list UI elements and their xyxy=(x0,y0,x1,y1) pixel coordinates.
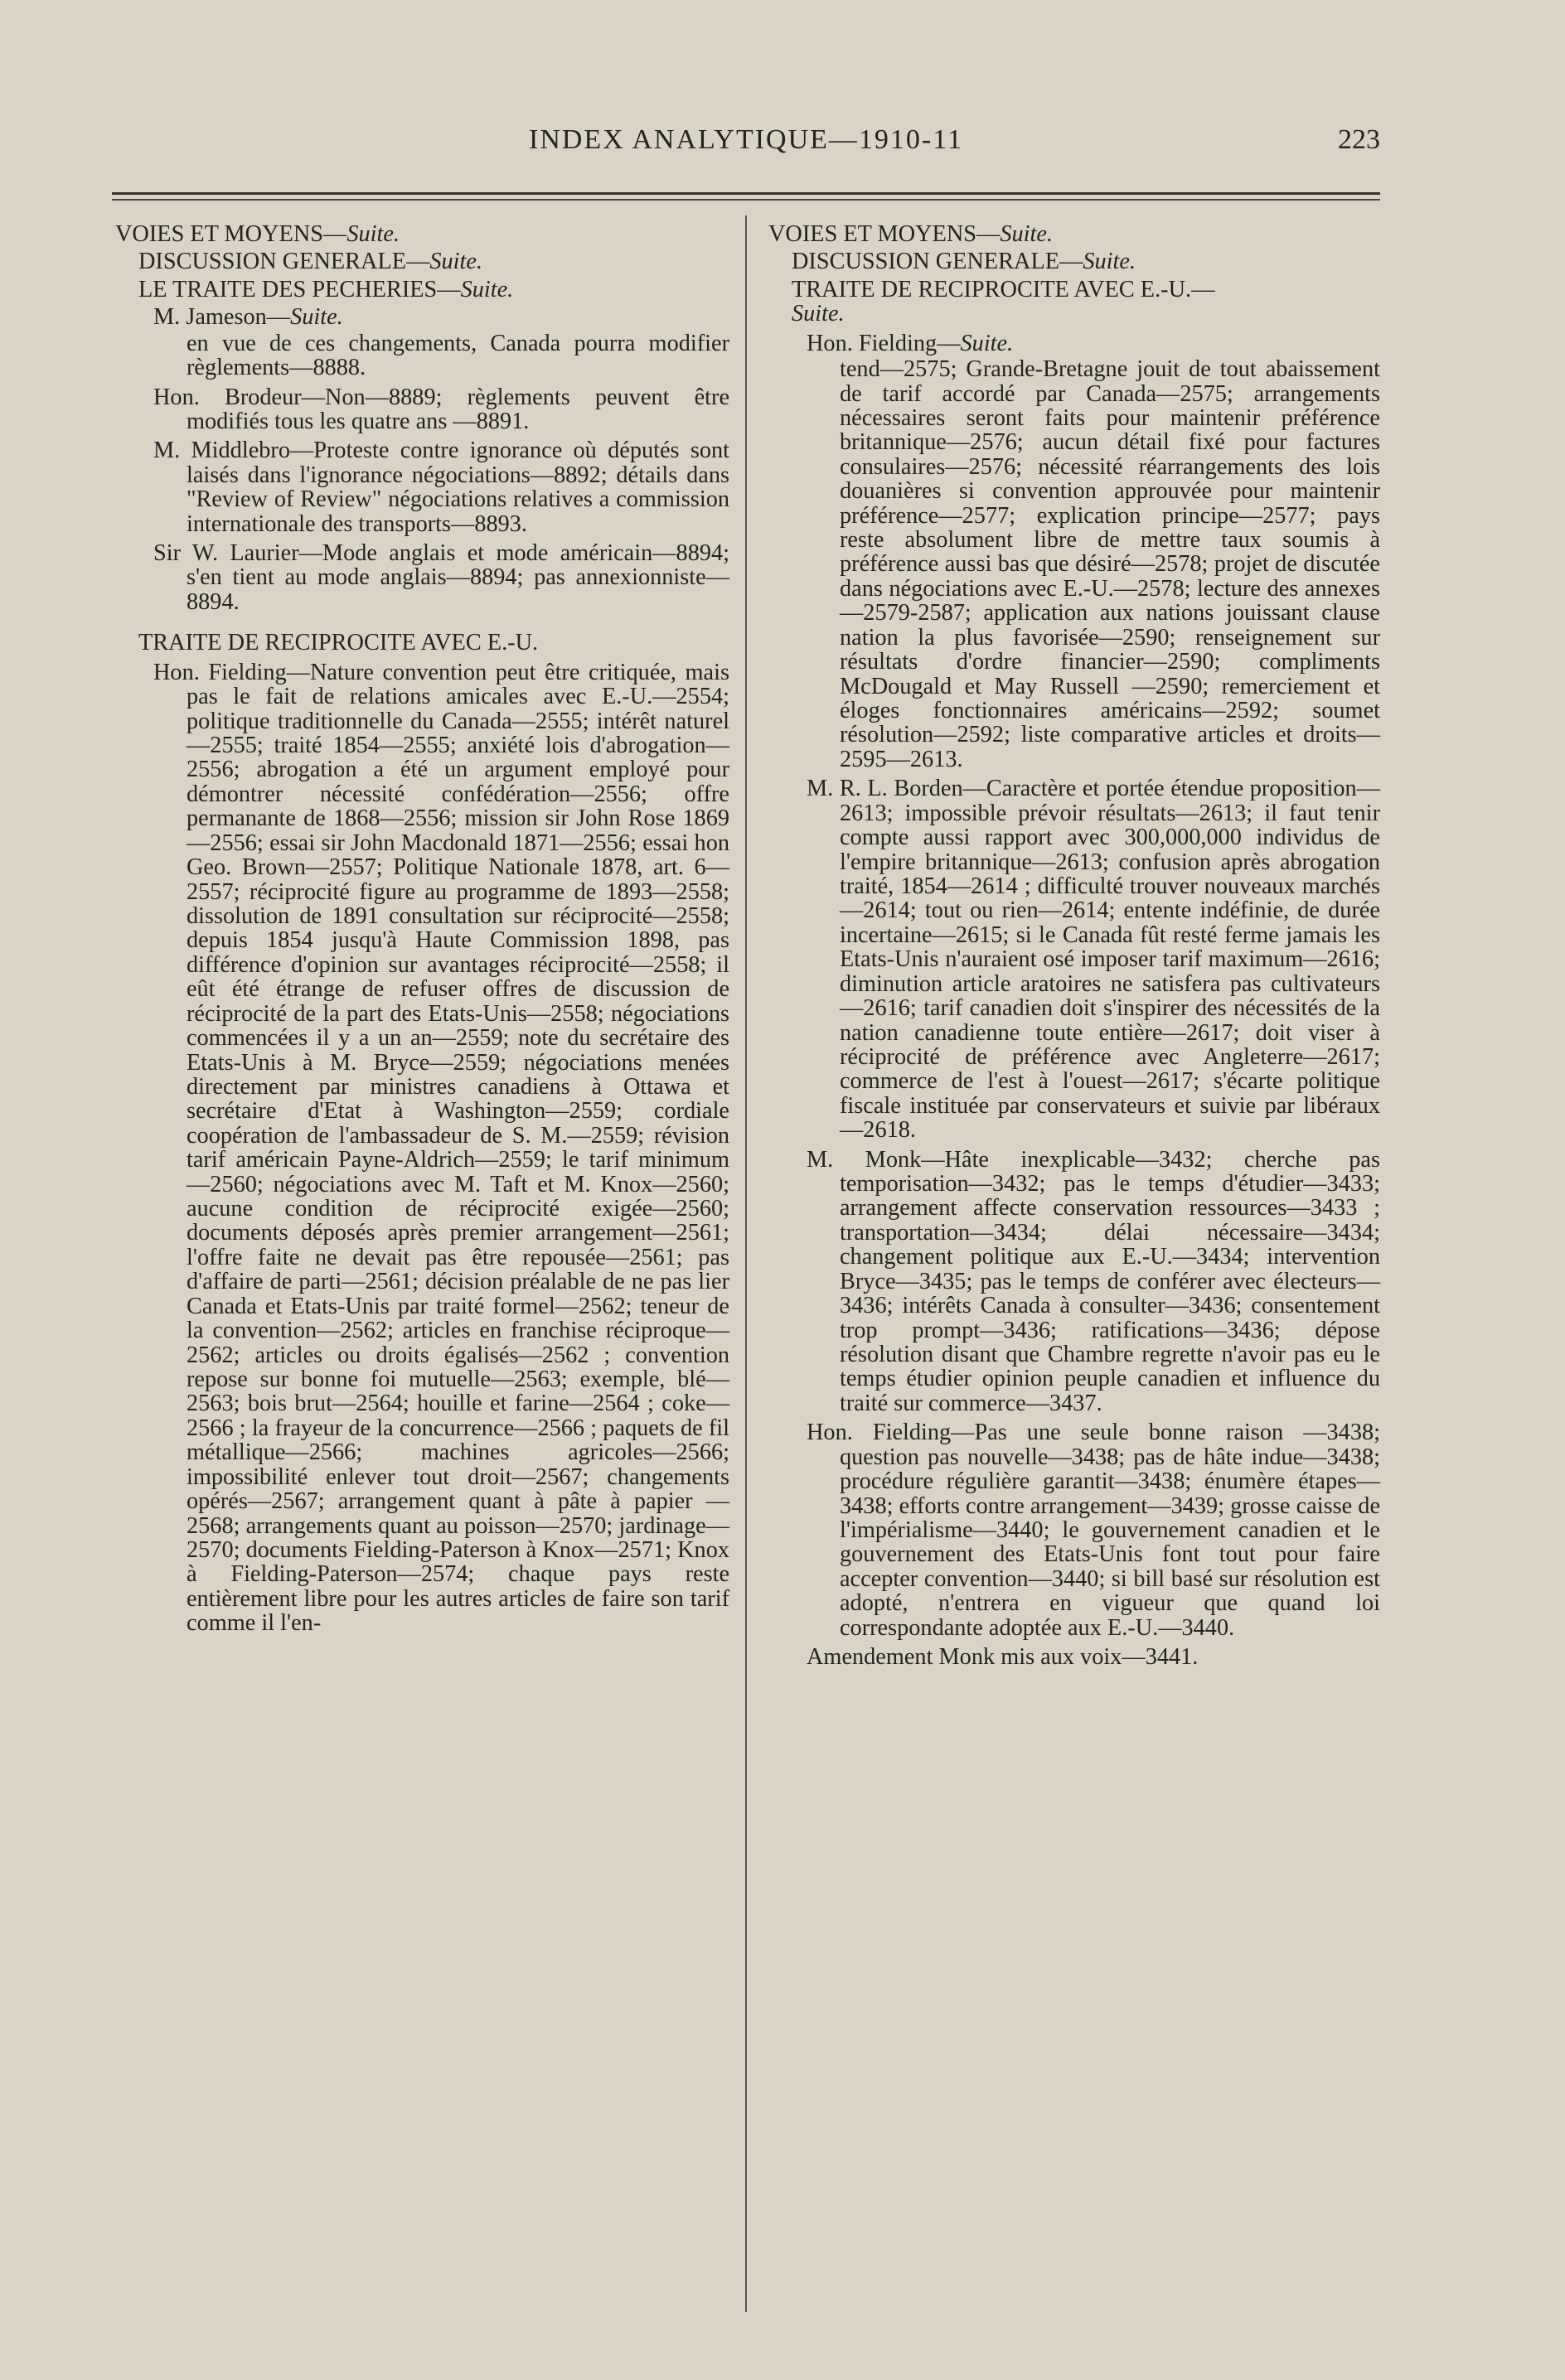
heading-discussion-generale xyxy=(112,249,729,273)
heading-suite: Suite. xyxy=(792,301,845,327)
heading-text: DISCUSSION GENERALE— xyxy=(138,249,430,275)
heading-discussion-generale-right xyxy=(765,249,1380,273)
entry-fielding-speaker xyxy=(765,331,1380,356)
entry-fielding-cont: tend—2575; Grande-Bretagne jouit de tout abaissement de tarif accordé par Canada—2575; arrangements nécessaires seront faits pour maintenir préférence britannique—2576; aucun détail fixé pour factures consulaires—2576; nécessité réarrangements des lois douanières si convention approuvée pour maintenir préférence—2577; explication principe—2577; pays reste absolument libre de mettre taux soumis à préférence aussi bas que désiré—2578; projet de discutée dans négociations avec E.-U.—2578; lecture des annexes—2579-2587; application aux nations jouissant clause nation la plus favorisée—2590; renseignement sur résultats d'ordre financier—2590; compliments McDougald et May Russell —2590; remerciement et éloges fonctionnaires américains—2592; soumet résolution—2592; liste comparative articles et droits—2595—2613. xyxy=(840,356,1380,772)
entry-laurier: Sir W. Laurier—Mode anglais et mode américain—8894; s'en tient au mode anglais—8894; pas annexionniste—8894. xyxy=(153,540,729,615)
header-rules xyxy=(112,192,1380,201)
heading-suite: Suite. xyxy=(1083,249,1136,275)
entry-borden: M. R. L. Borden—Caractère et portée étendue proposition—2613; impossible prévoir résultats—2613; il faut tenir compte aussi rapport avec 300,000,000 individus de l'empire britannique—2613; confusion après abrogation traité, 1854—2614 ; difficulté trouver nouveaux marchés—2614; tout ou rien—2614; entente indéfinie, de durée incertaine—2615; si le Canada fût resté ferme jamais les Etats-Unis n'auraient osé imposer tarif maximum—2616; diminution article aratoires ne satisfera pas cultivateurs—2616; tarif canadien doit s'inspirer des nécessités de la nation canadienne toute entière—2617; doit viser à réciprocité de préférence avec Angleterre—2617; commerce de l'est à l'ouest—2617; s'écarte politique fiscale instituée par conservateurs et suivie par libéraux—2618. xyxy=(807,776,1380,1144)
entry-fielding-reply: Hon. Fielding—Pas une seule bonne raison —3438; question pas nouvelle—3438; pas de hâte indue—3438; procédure régulière garantit—3438; énumère étapes—3438; efforts contre arrangement—3439; grosse caisse de l'impérialisme—3440; le gouvernement canadien et le gouvernement des Etats-Unis font tout pour faire accepter convention—3440; si bill basé sur résolution est adopté, n'entrera en vigueur que quand loi correspondante adoptée aux E.-U.—3440. xyxy=(807,1420,1380,1641)
heading-traite-des-pecheries xyxy=(112,278,729,302)
entry-monk: M. Monk—Hâte inexplicable—3432; cherche pas temporisation—3432; pas le temps d'étudier—3433; arrangement affecte conservation ressources—3433 ; transportation—3434; délai nécessaire—3434; changement politique aux E.-U.—3434; intervention Bryce—3435; pas le temps de conférer avec électeurs—3436; intérêts Canada à consulter—3436; consentement trop prompt—3436; ratifications—3436; dépose résolution disant que Chambre regrette n'avoir pas eu le temps étudier opinion peuple canadien et influence du traité sur commerce—3437. xyxy=(807,1146,1380,1416)
speaker-name: M. Jameson— xyxy=(153,304,291,331)
heading-text: VOIES ET MOYENS— xyxy=(768,221,1001,247)
left-column xyxy=(112,222,729,2344)
heading-suite: Suite. xyxy=(429,249,483,275)
speaker-suite: Suite. xyxy=(290,304,343,331)
heading-text: DISCUSSION GENERALE— xyxy=(792,249,1083,275)
heading-text: VOIES ET MOYENS— xyxy=(115,221,347,247)
running-head xyxy=(112,124,1380,161)
index-columns xyxy=(112,222,1380,2344)
heading-text: TRAITE DE RECIPROCITE AVEC E.-U.— xyxy=(792,276,1215,302)
entry-middlebro: M. Middlebro—Proteste contre ignorance où députés sont laisés dans l'ignorance négociations—8892; détails dans "Review of Review" négociations relatives a commission internationale des transports—8893. xyxy=(153,438,729,537)
speaker-suite: Suite. xyxy=(960,330,1014,356)
heading-voies-et-moyens xyxy=(112,222,729,246)
column-divider xyxy=(745,215,747,2312)
right-column xyxy=(763,222,1380,2344)
heading-traite-de-reciprocite: TRAITE DE RECIPROCITE AVEC E.-U. xyxy=(138,630,539,656)
heading-suite: Suite. xyxy=(346,221,400,247)
speaker-name: Hon. Fielding— xyxy=(807,330,961,356)
heading-text: LE TRAITE DES PECHERIES— xyxy=(138,276,461,302)
header-rule-thin xyxy=(112,199,1380,201)
heading-voies-et-moyens-right xyxy=(765,222,1380,246)
entry-amendement-monk: Amendement Monk mis aux voix—3441. xyxy=(807,1644,1199,1671)
entry-fielding: Hon. Fielding—Nature convention peut être critiquée, mais pas le fait de relations amicales avec E.-U.—2554; politique traditionnelle du Canada—2555; intérêt naturel—2555; traité 1854—2555; anxiété lois d'abrogation—2556; abrogation a été un argument employé pour démontrer nécessité confédération—2556; offre permanante de 1868—2556; mission sir John Rose 1869—2556; essai sir John Macdonald 1871—2556; essai hon Geo. Brown—2557; Politique Nationale 1878, art. 6—2557; réciprocité figure au programme de 1893—2558; dissolution de 1891 consultation sur réciprocité—2558; depuis 1854 jusqu'à Haute Commission 1898, pas différence d'opinion sur avantages réciprocité—2558; il eût été étrange de refuser offres de discussion de réciprocité de la part des Etats-Unis—2558; négociations commencées il y a un an—2559; note du secrétaire des Etats-Unis à M. Bryce—2559; négociations menées directement par ministres canadiens à Ottawa et secrétaire d'Etat à Washington—2559; cordiale coopération de l'ambassadeur de S. M.—2559; révision tarif américain Payne-Aldrich—2559; le tarif minimum—2560; négociations avec M. Taft et M. Knox—2560; aucune condition de réciprocité exigée—2560; documents déposés après premier arrangement—2561; l'offre faite ne devait pas être repousée—2561; pas d'affaire de parti—2561; décision préalable de ne pas lier Canada et Etats-Unis par traité formel—2562; teneur de la convention—2562; articles en franchise réciproque—2562; articles ou droits égalisés—2562 ; convention repose sur bonne foi mutuelle—2563; exemple, blé—2563; bois brut—2564; houille et farine—2564 ; coke—2566 ; la frayeur de la concurrence—2566 ; paquets de fil métallique—2566; machines agricoles—2566; impossibilité enlever tout droit—2567; changements opérés—2567; arrangement quant à pâte à papier —2568; arrangements quant au poisson—2570; jardinage—2570; documents Fielding-Paterson à Knox—2571; Knox à Fielding-Paterson—2574; chaque pays reste entièrement libre pour les autres articles de faire son tarif comme il l'en- xyxy=(153,659,729,1637)
header-rule-thick xyxy=(112,192,1380,195)
heading-suite: Suite. xyxy=(460,276,514,302)
entry-jameson-text: en vue de ces changements, Canada pourra modifier règlements—8888. xyxy=(187,330,729,381)
heading-traite-reciprocite-right xyxy=(765,278,1380,327)
entry-brodeur: Hon. Brodeur—Non—8889; règlements peuvent être modifiés tous les quatre ans —8891. xyxy=(153,384,729,434)
heading-suite: Suite. xyxy=(1000,221,1053,247)
page-number: 223 xyxy=(1338,124,1380,155)
running-title: INDEX ANALYTIQUE—1910-11 xyxy=(529,124,963,155)
entry-jameson-speaker xyxy=(112,305,729,329)
